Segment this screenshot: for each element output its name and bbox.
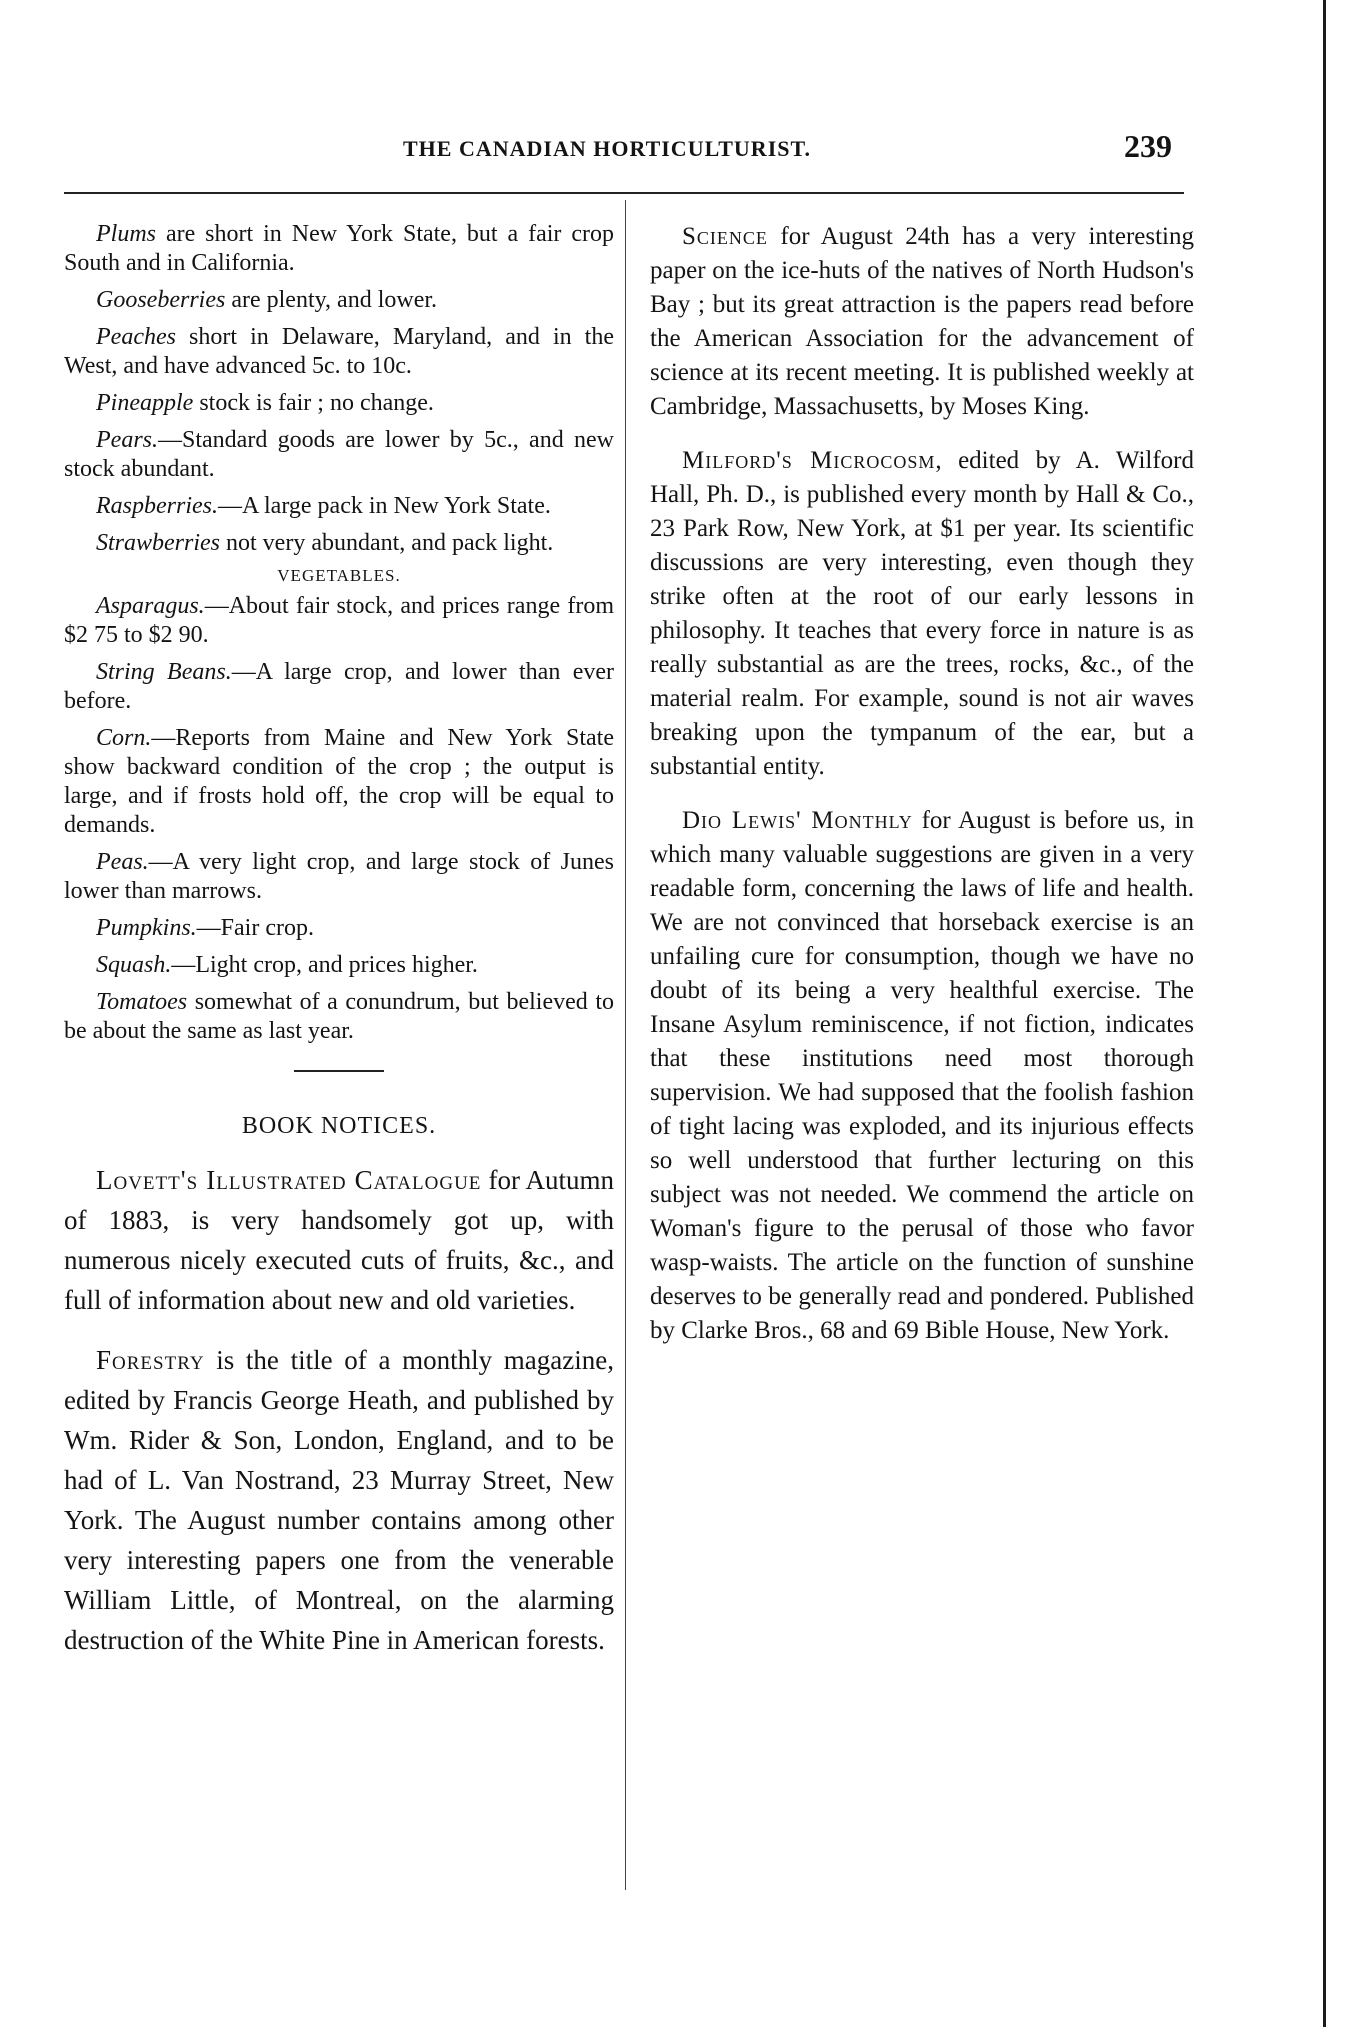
paragraph-forestry	[64, 1340, 614, 1660]
term-plums: Plums	[96, 221, 156, 247]
term-peas: Peas.	[96, 849, 149, 875]
text-raspberries: —A large pack in New York State.	[218, 493, 551, 519]
page-edge-line	[1323, 0, 1326, 2027]
paragraph-squash	[64, 951, 614, 980]
page-number: 239	[1124, 128, 1172, 164]
left-column	[64, 220, 614, 1680]
text-plums: are short in New York State, but a fair crop South and in California.	[64, 221, 614, 276]
paragraph-raspberries	[64, 492, 614, 521]
right-column	[650, 220, 1194, 1368]
text-lovett: for Autumn of 1883, is very handsomely got up, with numerous nicely executed cuts of fruits, &c., and full of information about new and old varieties.	[64, 1165, 614, 1315]
term-raspberries: Raspberries.	[96, 493, 218, 519]
paragraph-science	[650, 220, 1194, 424]
section-separator	[294, 1070, 384, 1072]
term-gooseberries: Gooseberries	[96, 287, 226, 313]
term-strawberries: Strawberries	[96, 530, 221, 556]
paragraph-milford	[650, 444, 1194, 784]
text-forestry: is the title of a monthly magazine, edited by Francis George Heath, and published by Wm. Rider & Son, London, England, and to be had of L. Van Nostrand, 23 Murray Street, New York. The August number contains among other very interesting papers one from the venerable William Little, of Montreal, on the alarming destruction of the White Pine in American forests.	[64, 1345, 614, 1655]
paragraph-asparagus	[64, 592, 614, 650]
paragraph-peas	[64, 848, 614, 906]
term-string-beans: String Beans.	[96, 659, 232, 685]
term-tomatoes: Tomatoes	[96, 989, 188, 1015]
text-dio-lewis: for August is before us, in which many valuable suggestions are given in a very readable form, concerning the laws of life and health. We are not convinced that horseback exercise is an unfailing cure for consumption, though we have no doubt of its being a very healthful exercise. The Insane Asylum reminiscence, if not fiction, indicates that these institutions need most thorough supervision. We had supposed that the foolish fashion of tight lacing was exploded, and its injurious effects so well understood that further lecturing on this subject was not needed. We commend the article on Woman's figure to the perusal of those who favor wasp-waists. The article on the function of sunshine deserves to be generally read and pondered. Published by Clarke Bros., 68 and 69 Bible House, New York.	[650, 807, 1194, 1344]
text-tomatoes: somewhat of a conundrum, but believed to be about the same as last year.	[64, 989, 614, 1044]
term-asparagus: Asparagus.	[96, 593, 205, 619]
text-milford: , edited by A. Wilford Hall, Ph. D., is published every month by Hall & Co., 23 Park Row, New York, at $1 per year. Its scientific discussions are very interesting, even though they strike often at the root of our early lessons in philosophy. It teaches that every force in nature is as really substantial as are the trees, rocks, &c., of the material realm. For example, sound is not air waves breaking upon the tympanum of the ear, but a substantial entity.	[650, 447, 1194, 780]
text-gooseberries: are plenty, and lower.	[225, 287, 438, 313]
paragraph-strawberries	[64, 529, 614, 558]
vegetables-heading: VEGETABLES.	[277, 566, 401, 585]
title-science: Science	[682, 223, 768, 250]
title-forestry: Forestry	[96, 1345, 205, 1375]
term-squash: Squash.	[96, 952, 172, 978]
paragraph-peaches	[64, 323, 614, 381]
paragraph-lovett	[64, 1160, 614, 1320]
text-squash: —Light crop, and prices higher.	[171, 952, 478, 978]
paragraph-tomatoes	[64, 988, 614, 1046]
book-notices-heading: BOOK NOTICES.	[241, 1113, 437, 1139]
text-peaches: short in Delaware, Maryland, and in the West, and have advanced 5c. to 10c.	[64, 324, 614, 379]
running-title: THE CANADIAN HORTICULTURIST.	[403, 136, 812, 161]
paragraph-plums	[64, 220, 614, 278]
text-science: for August 24th has a very interesting paper on the ice-huts of the natives of North Hudson's Bay ; but its great attraction is the papers read before the American Association for the advancement of science at its recent meeting. It is published weekly at Cambridge, Massachusetts, by Moses King.	[650, 223, 1194, 420]
term-peaches: Peaches	[96, 324, 176, 350]
text-pears: —Standard goods are lower by 5c., and new stock abundant.	[64, 427, 614, 482]
text-corn: —Reports from Maine and New York State show backward condition of the crop ; the output is large, and if frosts hold off, the crop will be equal to demands.	[64, 725, 614, 838]
title-dio-lewis: Dio Lewis' Monthly	[682, 807, 913, 834]
title-lovett: Lovett's Illustrated Catalogue	[96, 1165, 482, 1195]
column-divider	[625, 200, 626, 1890]
term-pears: Pears.	[96, 427, 158, 453]
market-report	[64, 220, 614, 1046]
term-pineapple: Pineapple	[96, 390, 194, 416]
text-string-beans: —A large crop, and lower than ever before.	[64, 659, 614, 714]
paragraph-pineapple	[64, 389, 614, 418]
paragraph-pears	[64, 426, 614, 484]
text-pumpkins: —Fair crop.	[196, 915, 314, 941]
text-strawberries: not very abundant, and pack light.	[220, 530, 554, 556]
paragraph-pumpkins	[64, 914, 614, 943]
paragraph-gooseberries	[64, 286, 614, 315]
text-pineapple: stock is fair ; no change.	[193, 390, 434, 416]
term-corn: Corn.	[96, 725, 152, 751]
title-milford: Milford's Microcosm	[682, 447, 936, 474]
header-rule	[64, 192, 1184, 194]
paragraph-string-beans	[64, 658, 614, 716]
book-notices-left	[64, 1106, 614, 1660]
paragraph-dio-lewis	[650, 804, 1194, 1348]
text-asparagus: —About fair stock, and prices range from $2 75 to $2 90.	[64, 593, 614, 648]
paragraph-corn	[64, 724, 614, 840]
text-peas: —A very light crop, and large stock of Junes lower than marrows.	[64, 849, 614, 904]
term-pumpkins: Pumpkins.	[96, 915, 197, 941]
